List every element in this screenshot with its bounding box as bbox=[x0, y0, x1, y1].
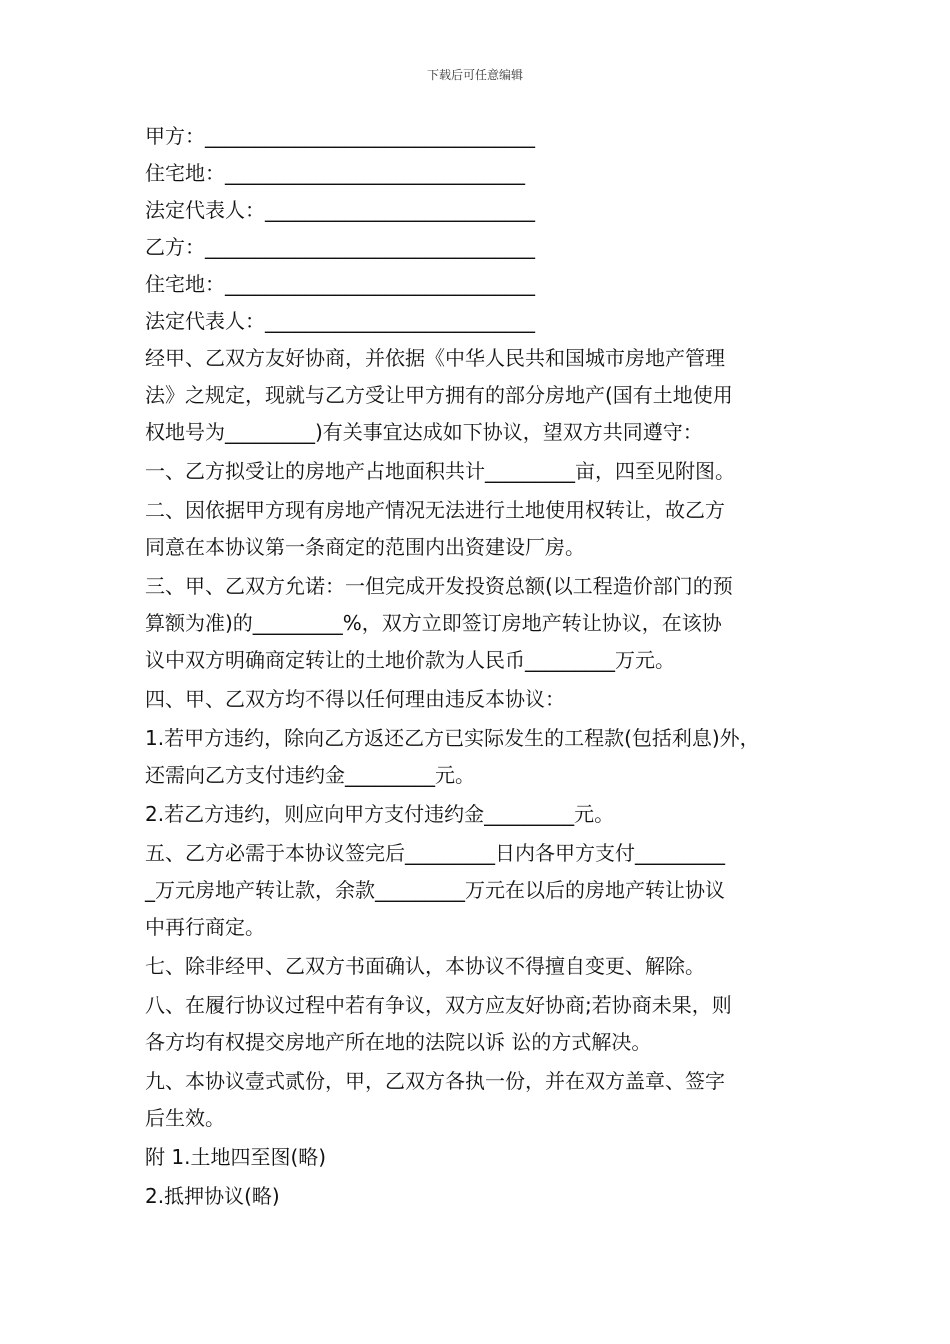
text-line: 中再行商定。 bbox=[145, 915, 265, 939]
clause-5 bbox=[145, 835, 813, 946]
document-body bbox=[145, 118, 813, 1217]
clause-3 bbox=[145, 568, 813, 679]
clause-4 bbox=[145, 681, 813, 718]
clause-4-item-2 bbox=[145, 796, 813, 833]
clause-1 bbox=[145, 453, 813, 490]
text-line: 附 1.土地四至图(略) bbox=[145, 1145, 327, 1169]
text-line: 二、因依据甲方现有房地产情况无法进行土地使用权转让，故乙方 bbox=[145, 498, 725, 522]
text-line: 九、本协议壹式贰份，甲，乙双方各执一份，并在双方盖章、签字 bbox=[145, 1069, 725, 1093]
party-info bbox=[145, 118, 813, 340]
text-line: 还需向乙方支付违约金_________元。 bbox=[145, 763, 475, 787]
text-line: _万元房地产转让款，余款_________万元在以后的房地产转让协议 bbox=[145, 878, 725, 902]
party-a-address: 住宅地：______________________________ bbox=[145, 161, 525, 185]
text-line: 1.若甲方违约，除向乙方返还乙方已实际发生的工程款(包括利息)外， bbox=[145, 726, 760, 750]
clause-4-item-1 bbox=[145, 720, 813, 794]
page-header-note: 下载后可任意编辑 bbox=[426, 68, 523, 82]
text-line: 三、甲、乙双方允诺：一但完成开发投资总额(以工程造价部门的预 bbox=[145, 574, 733, 598]
clause-2 bbox=[145, 492, 813, 566]
text-line: 后生效。 bbox=[145, 1106, 225, 1130]
text-line: 权地号为_________)有关事宜达成如下协议，望双方共同遵守： bbox=[145, 420, 703, 444]
text-line: 法》之规定，现就与乙方受让甲方拥有的部分房地产(国有土地使用 bbox=[145, 383, 733, 407]
text-line: 五、乙方必需于本协议签完后_________日内各甲方支付_________ bbox=[145, 841, 725, 865]
text-line: 七、除非经甲、乙双方书面确认，本协议不得擅自变更、解除。 bbox=[145, 954, 705, 978]
text-line: 各方均有权提交房地产所在地的法院以诉 讼的方式解决。 bbox=[145, 1030, 652, 1054]
text-line: 同意在本协议第一条商定的范围内出资建设厂房。 bbox=[145, 535, 585, 559]
attachment-1 bbox=[145, 1139, 813, 1176]
party-a-name: 甲方：_________________________________ bbox=[145, 124, 535, 148]
text-line: 四、甲、乙双方均不得以任何理由违反本协议： bbox=[145, 687, 565, 711]
text-line: 算额为准)的_________%，双方立即签订房地产转让协议，在该协 bbox=[145, 611, 722, 635]
clause-7 bbox=[145, 948, 813, 985]
preamble-paragraph bbox=[145, 340, 813, 451]
text-line: 一、乙方拟受让的房地产占地面积共计_________亩，四至见附图。 bbox=[145, 459, 735, 483]
text-line: 经甲、乙双方友好协商，并依据《中华人民共和国城市房地产管理 bbox=[145, 346, 725, 370]
party-b-representative: 法定代表人：___________________________ bbox=[145, 309, 535, 333]
text-line: 八、在履行协议过程中若有争议，双方应友好协商;若协商未果，则 bbox=[145, 993, 732, 1017]
clause-9 bbox=[145, 1063, 813, 1137]
party-a-representative: 法定代表人：___________________________ bbox=[145, 198, 535, 222]
text-line: 2.抵押协议(略) bbox=[145, 1184, 280, 1208]
clause-8 bbox=[145, 987, 813, 1061]
attachment-2 bbox=[145, 1178, 813, 1215]
party-b-address: 住宅地：_______________________________ bbox=[145, 272, 535, 296]
text-line: 议中双方明确商定转让的土地价款为人民币_________万元。 bbox=[145, 648, 675, 672]
party-b-name: 乙方：_________________________________ bbox=[145, 235, 535, 259]
text-line: 2.若乙方违约，则应向甲方支付违约金_________元。 bbox=[145, 802, 615, 826]
